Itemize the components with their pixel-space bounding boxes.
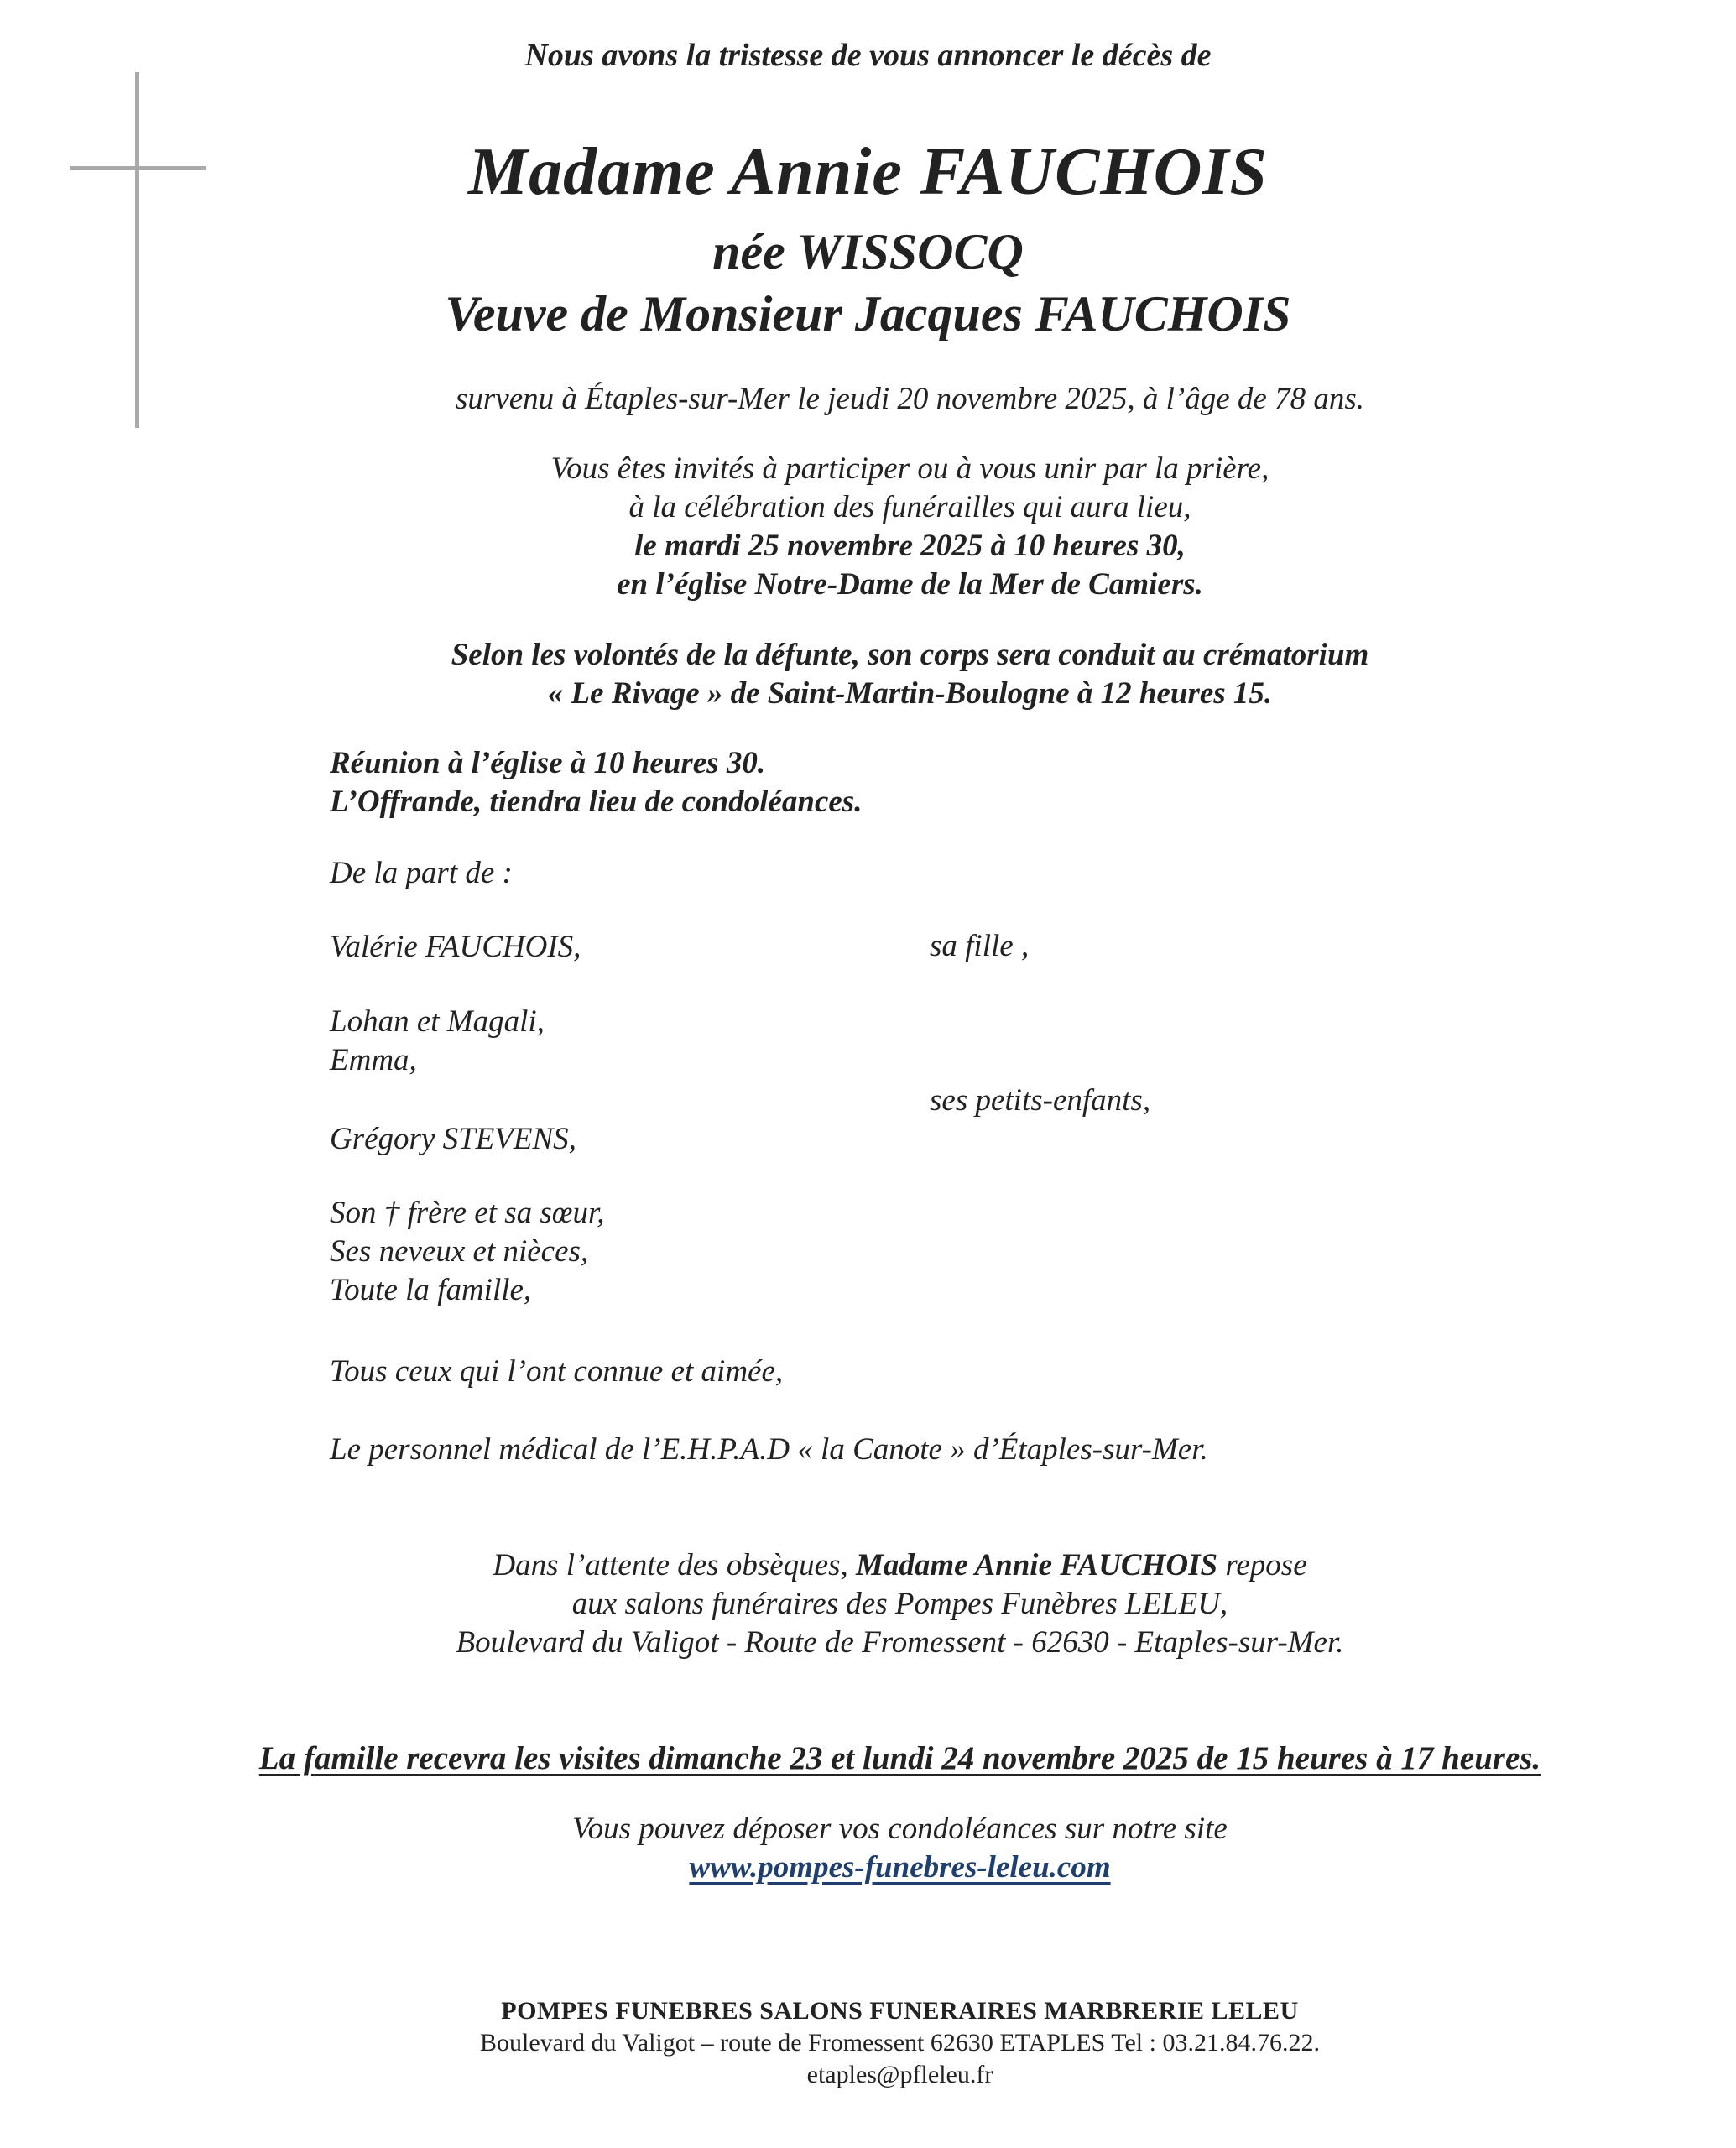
company-name: POMPES FUNEBRES SALONS FUNERAIRES MARBRERIE LELEU: [501, 1997, 1299, 2025]
rest-block: [0, 1546, 1736, 1662]
friends-line: Tous ceux qui l’ont connue et aimée,: [330, 1354, 784, 1389]
reunion-line-2: L’Offrande, tiendra lieu de condoléances.: [330, 785, 863, 819]
condolences-block: [0, 1810, 1736, 1887]
cremation-block: [0, 636, 1736, 713]
company-address: Boulevard du Valigot – route de Fromessent 62630 ETAPLES Tel : 03.21.84.76.22.: [480, 2029, 1320, 2057]
ceremony-place: en l’église Notre-Dame de la Mer de Camiers.: [617, 567, 1203, 602]
siblings-line: Son † frère et sa sœur,: [330, 1196, 605, 1230]
footer: [0, 1995, 1736, 2091]
invitation-line-2: à la célébration des funérailles qui aura lieu,: [628, 490, 1191, 524]
rest-prefix: Dans l’attente des obsèques,: [493, 1548, 848, 1582]
from-label: De la part de :: [330, 856, 513, 890]
death-notice: survenu à Étaples-sur-Mer le jeudi 20 novembre 2025, à l’âge de 78 ans.: [455, 382, 1364, 416]
cremation-line-2: « Le Rivage » de Saint-Martin-Boulogne à 12 heures 15.: [547, 676, 1273, 711]
cremation-line-1: Selon les volontés de la défunte, son corps sera conduit au crématorium: [451, 638, 1369, 672]
reunion-line-1: Réunion à l’église à 10 heures 30.: [330, 746, 766, 780]
grandchildren-relation: ses petits-enfants,: [930, 1083, 1151, 1118]
staff-line: Le personnel médical de l’E.H.P.A.D « la Canote » d’Étaples-sur-Mer.: [330, 1432, 1208, 1467]
grandchildren-line-2: Emma,: [330, 1043, 417, 1077]
daughter-name: Valérie FAUCHOIS,: [330, 930, 581, 964]
rest-name: Madame Annie FAUCHOIS: [855, 1548, 1218, 1582]
condolences-text: Vous pouvez déposer vos condoléances sur notre site: [572, 1812, 1228, 1846]
invitation-line-1: Vous êtes invités à participer ou à vous unir par la prière,: [550, 451, 1269, 486]
grandchildren-list: [330, 1003, 545, 1080]
relatives-list: [330, 1194, 605, 1310]
rest-line-2: aux salons funéraires des Pompes Funèbres LELEU,: [571, 1587, 1228, 1621]
intro-text: Nous avons la tristesse de vous annoncer le décès de: [524, 38, 1212, 73]
daughter-relation: sa fille ,: [930, 929, 1030, 963]
family-line: Toute la famille,: [330, 1273, 532, 1307]
reunion-block: [330, 744, 862, 821]
widow-of: Veuve de Monsieur Jacques FAUCHOIS: [445, 286, 1291, 341]
birth-name: née WISSOCQ: [712, 224, 1024, 279]
rest-suffix: repose: [1225, 1548, 1307, 1582]
grandchildren-line-1: Lohan et Magali,: [330, 1004, 545, 1039]
rest-line-1: [0, 1546, 1736, 1585]
website-link[interactable]: www.pompes-funebres-leleu.com: [689, 1850, 1111, 1885]
company-email: etaples@pfleleu.fr: [806, 2061, 993, 2088]
invitation-block: [0, 450, 1736, 604]
grandchildren-line-3: Grégory STEVENS,: [330, 1122, 576, 1156]
rest-line-3: Boulevard du Valigot - Route de Fromessent - 62630 - Etaples-sur-Mer.: [456, 1625, 1344, 1660]
visits-notice: La famille recevra les visites dimanche 23 et lundi 24 novembre 2025 de 15 heures à 17 heures.: [258, 1740, 1541, 1776]
ceremony-date: le mardi 25 novembre 2025 à 10 heures 30,: [634, 529, 1186, 563]
nephews-line: Ses neveux et nièces,: [330, 1234, 589, 1269]
deceased-name: Madame Annie FAUCHOIS: [467, 135, 1269, 209]
